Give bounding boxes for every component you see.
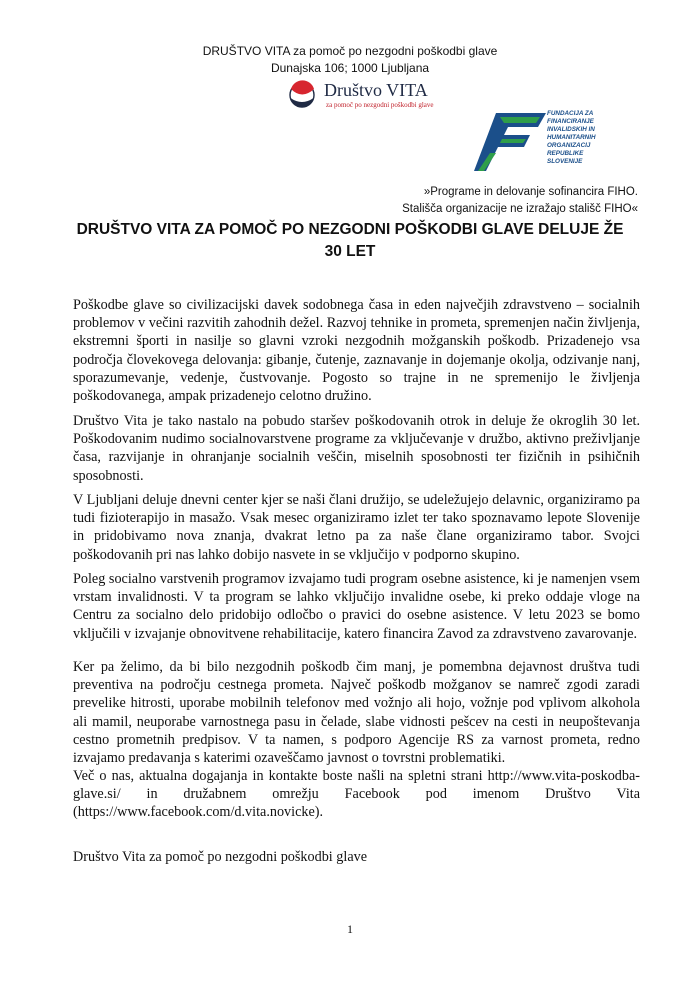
vita-logo-name: Društvo VITA — [324, 80, 428, 100]
fiho-logo-text — [547, 110, 596, 166]
fiho-line: HUMANITARNIH — [547, 134, 596, 141]
body-paragraph: V Ljubljani deluje dnevni center kjer se naši člani družijo, se udeležujejo delavnic, organiziramo pa tudi fizioterapijo in masažo. Vsak mesec organiziramo izlet ter tako spoznavamo lepote Slovenije in pridobivamo nova znanja, dvakrat letno pa za naše člane organiziramo tabor. Svojci poškodovanih pri nas lahko dobijo nasvete in se vključijo v podporno skupino. — [73, 492, 640, 563]
sponsor-disclaimer: Stališča organizacije ne izražajo stališč FIHO« — [402, 203, 638, 215]
document-title: DRUŠTVO VITA ZA POMOČ PO NEZGODNI POŠKODBI GLAVE DELUJE ŽE — [76, 221, 624, 238]
vita-logo-emblem-icon — [286, 80, 318, 110]
fiho-line: SLOVENIJE — [547, 158, 583, 165]
body-paragraph-contact: Več o nas, aktualna dogajanja in kontakte boste našli na spletni strani http://www.vita-poskodba-glave.si/ in družabnem omrežju Facebook pod imenom Društvo Vita (https://www.facebook.com/d.vita.novicke). — [73, 768, 640, 821]
sponsor-note: »Programe in delovanje sofinancira FIHO. — [423, 186, 638, 198]
fiho-line: ORGANIZACIJ — [547, 142, 591, 149]
body-paragraph: Poleg socialno varstvenih programov izvajamo tudi program osebne asistence, ki je namenjen vsem vrstam invalidnosti. V ta program se lahko vključijo invalidne osebe, ki preko oddaje vloge na Centru za socialno delo pridobijo odločbo o pravici do osebne asistence. V letu 2023 se bomo vključili v izvajanje obnovitvene rehabilitacije, katero financira Zavod za zdravstveno zavarovanje. — [73, 571, 640, 642]
page-number: 1 — [347, 922, 353, 936]
letterhead-org: DRUŠTVO VITA za pomoč po nezgodni poškodbi glave — [202, 44, 498, 58]
fiho-line: FUNDACIJA ZA — [547, 110, 594, 117]
fiho-line: REPUBLIKE — [547, 150, 584, 157]
document-title-line2: 30 LET — [324, 243, 376, 260]
fiho-logo-mark-icon — [474, 109, 548, 175]
body-paragraph: Društvo Vita je tako nastalo na pobudo staršev poškodovanih otrok in deluje že okroglih 30 let. Poškodovanim nudimo socialnovarstvene programe za vključevanje v družbo, aktivno preživljanje časa, razvijanje in ohranjanje socialnih veščin, miselnih sposobnosti ter fizičnih in psihičnih sposobnosti. — [73, 413, 640, 484]
fiho-line: FINANCIRANJE — [547, 118, 594, 125]
signature: Društvo Vita za pomoč po nezgodni poškodbi glave — [73, 849, 368, 865]
letterhead-address: Dunajska 106; 1000 Ljubljana — [270, 61, 430, 75]
body-paragraph: Poškodbe glave so civilizacijski davek sodobnega časa in eden največjih zdravstveno – socialnih problemov v večini razvitih zahodnih dežel. Razvoj tehnike in prometa, spremenjen način življenja, ekstremni športi in nasilje so glavni vzroki nezgodnih možganskih poškodb. Prizadenejo vsa področja človekovega delovanja: gibanje, čutenje, zaznavanje in dojemanje okolja, odzivanje nanj, sporazumevanje, vedenje, čustvovanje. Pogosto so trajne in ne spremenijo le življenja poškodovanega, ampak prizadenejo celotno družino. — [73, 297, 640, 405]
vita-logo-tagline: za pomoč po nezgodni poškodbi glave — [326, 101, 434, 109]
body-paragraph: Ker pa želimo, da bi bilo nezgodnih poškodb čim manj, je pomembna dejavnost društva tudi preventiva na področju cestnega prometa. Največ poškodb možganov se namreč zgodi zaradi prevelike hitrosti, uporabe mobilnih telefonov med vožnjo ali hojo, vožnje pod vplivom alkohola ali mamil, neuporabe varnostnega pasu in čelade, slabe vidnosti pešcev na cesti in neupoštevanja cestno prometnih predpisov. V ta namen, s podporo Agencije RS za varnost prometa, redno izvajamo predavanja s katerimi ozaveščamo javnost o tovrstni problematiki. — [73, 659, 640, 767]
fiho-logo — [474, 109, 638, 175]
fiho-line: INVALIDSKIH IN — [547, 126, 595, 133]
vita-logo — [286, 80, 446, 110]
